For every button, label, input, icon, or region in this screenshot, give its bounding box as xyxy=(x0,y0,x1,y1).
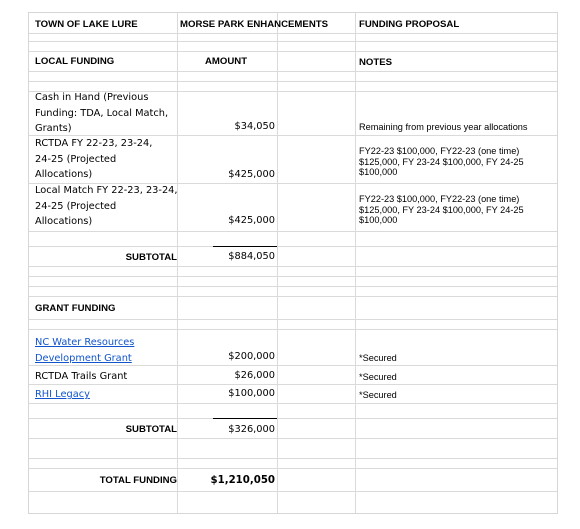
total-funding-label: TOTAL FUNDING xyxy=(99,475,177,486)
header-project: MORSE PARK ENHANCEMENTS xyxy=(180,19,328,30)
grant-link-nc-water[interactable]: NC Water Resources Development Grant xyxy=(35,337,135,364)
notes-header: NOTES xyxy=(359,57,393,68)
local-subtotal-label: SUBTOTAL xyxy=(125,252,177,263)
local-row-label: Local Match FY 22-23, 23-24, 24-25 (Projected Allocations) xyxy=(35,185,178,227)
grant-row-amount: $100,000 xyxy=(228,388,275,399)
grant-row-amount: $200,000 xyxy=(228,351,275,362)
local-row-amount: $425,000 xyxy=(228,169,275,180)
local-row-note: Remaining from previous year allocations xyxy=(359,122,528,132)
amount-header: AMOUNT xyxy=(205,56,248,67)
local-row-amount: $425,000 xyxy=(228,215,275,226)
local-row-label: Cash in Hand (Previous Funding: TDA, Local Match, Grants) xyxy=(35,92,169,134)
grant-link-rhi-legacy[interactable]: RHI Legacy xyxy=(35,389,90,400)
grant-row-label: RCTDA Trails Grant xyxy=(35,371,128,382)
grant-row-note: *Secured xyxy=(359,353,397,363)
local-row-amount: $34,050 xyxy=(234,121,275,132)
grant-subtotal-label: SUBTOTAL xyxy=(125,424,177,435)
local-funding-title: LOCAL FUNDING xyxy=(35,56,115,67)
local-row-note: FY22-23 $100,000, FY22-23 (one time) $125,000, FY 23-24 $100,000, FY 24-25 $100,000 xyxy=(359,194,524,226)
grant-row-note: *Secured xyxy=(359,372,397,382)
local-subtotal-value: $884,050 xyxy=(228,251,275,262)
grant-funding-title: GRANT FUNDING xyxy=(35,303,116,314)
header-funding-proposal: FUNDING PROPOSAL xyxy=(359,19,460,30)
header-town: TOWN OF LAKE LURE xyxy=(35,19,138,30)
total-funding-value: $1,210,050 xyxy=(210,475,275,486)
grant-row-note: *Secured xyxy=(359,390,397,400)
local-row-note: FY22-23 $100,000, FY22-23 (one time) $125,000, FY 23-24 $100,000, FY 24-25 $100,000 xyxy=(359,146,524,178)
local-row-label: RCTDA FY 22-23, 23-24, 24-25 (Projected Allocations) xyxy=(35,138,153,180)
grant-row-amount: $26,000 xyxy=(234,370,275,381)
grant-subtotal-value: $326,000 xyxy=(228,424,275,435)
spreadsheet xyxy=(28,12,558,514)
